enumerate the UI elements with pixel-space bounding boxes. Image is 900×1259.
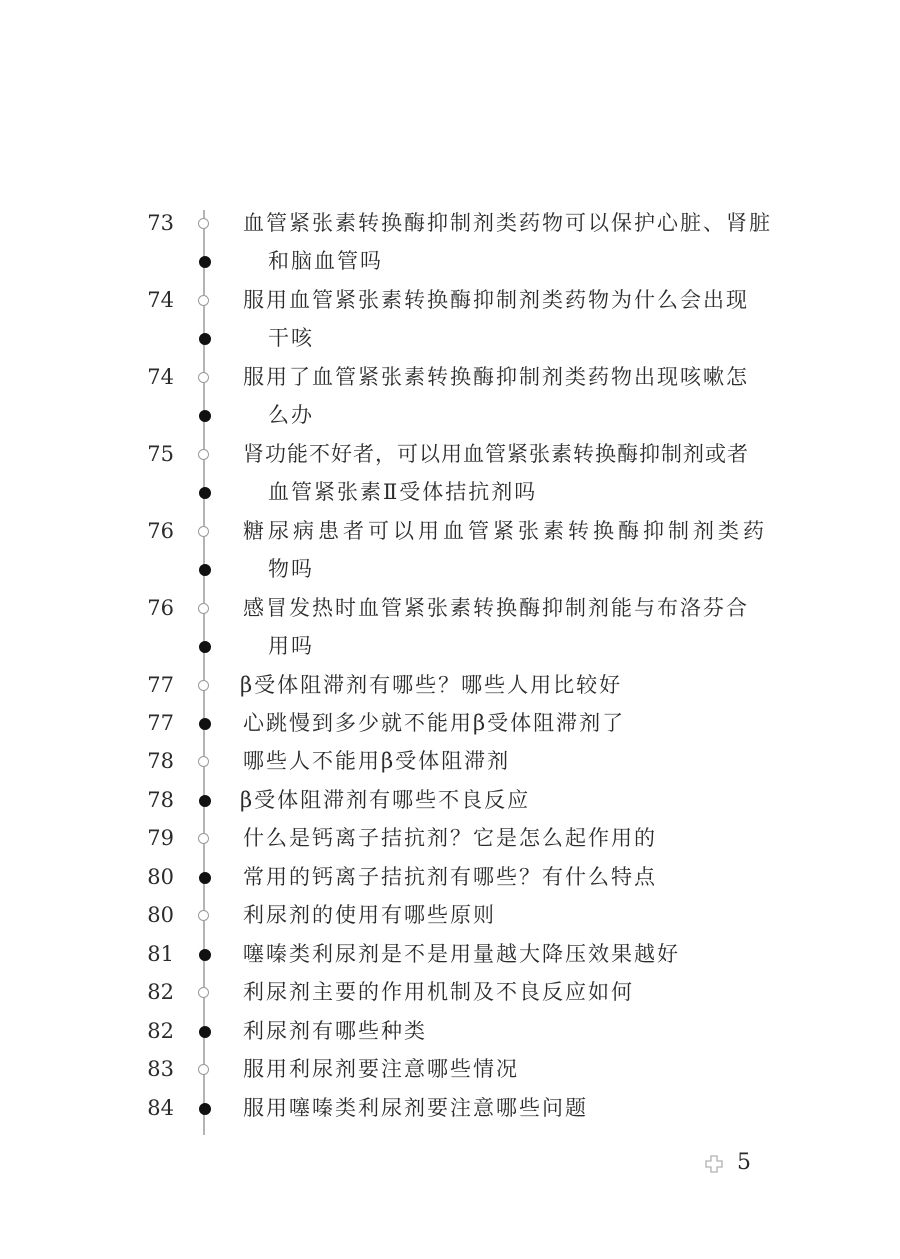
toc-page-number: 81 <box>147 942 174 966</box>
toc-page-number: 78 <box>147 788 174 812</box>
toc-page-number: 82 <box>147 1019 174 1043</box>
timeline-dot-filled <box>199 564 211 576</box>
toc-title-line: 和脑血管吗 <box>268 249 383 273</box>
toc-page-number: 82 <box>147 980 174 1004</box>
timeline-dot-hollow <box>198 756 209 767</box>
toc-page-number: 74 <box>147 365 174 389</box>
toc-title-line: 心跳慢到多少就不能用β受体阻滞剂了 <box>243 711 626 735</box>
toc-title-line: 用吗 <box>268 634 314 658</box>
timeline-dot-filled <box>199 949 211 961</box>
timeline-dot-hollow <box>198 218 209 229</box>
cross-outline-icon <box>705 1155 723 1173</box>
timeline-dot-filled <box>199 1026 211 1038</box>
toc-title-line: 肾功能不好者，可以用血管紧张素转换酶抑制剂或者 <box>243 442 749 466</box>
toc-title-line: 糖尿病患者可以用血管紧张素转换酶抑制剂类药 <box>243 519 768 543</box>
toc-page-number: 76 <box>147 519 174 543</box>
timeline-dot-hollow <box>198 987 209 998</box>
timeline-dot-filled <box>199 795 211 807</box>
toc-page-number: 77 <box>147 673 174 697</box>
timeline-dot-filled <box>199 487 211 499</box>
toc-title-line: 服用噻嗪类利尿剂要注意哪些问题 <box>243 1096 588 1120</box>
timeline-dot-hollow <box>198 910 209 921</box>
toc-title-line: 利尿剂的使用有哪些原则 <box>243 903 496 927</box>
toc-title-line: 么办 <box>268 403 314 427</box>
timeline-dot-filled <box>199 256 211 268</box>
toc-page-number: 80 <box>147 903 174 927</box>
timeline-dot-hollow <box>198 680 209 691</box>
page-number: 5 <box>737 1150 751 1175</box>
timeline-dot-filled <box>199 872 211 884</box>
toc-title-line: 噻嗪类利尿剂是不是用量越大降压效果越好 <box>243 942 680 966</box>
timeline-dot-hollow <box>198 372 209 383</box>
toc-title-line: 感冒发热时血管紧张素转换酶抑制剂能与布洛芬合 <box>243 596 749 620</box>
timeline-dot-filled <box>199 718 211 730</box>
toc-title-line: 服用利尿剂要注意哪些情况 <box>243 1057 519 1081</box>
toc-page-number: 73 <box>147 211 174 235</box>
toc-title-line: 常用的钙离子拮抗剂有哪些？有什么特点 <box>243 865 657 889</box>
timeline-dot-hollow <box>198 1064 209 1075</box>
toc-title-line: 利尿剂有哪些种类 <box>243 1019 427 1043</box>
toc-title-line: 血管紧张素转换酶抑制剂类药物可以保护心脏、肾脏 <box>243 211 772 235</box>
toc-title-line: 利尿剂主要的作用机制及不良反应如何 <box>243 980 634 1004</box>
timeline-dot-filled <box>199 1103 211 1115</box>
toc-page-number: 80 <box>147 865 174 889</box>
toc-page-number: 75 <box>147 442 174 466</box>
toc-title-line: 什么是钙离子拮抗剂？它是怎么起作用的 <box>243 826 657 850</box>
toc-title-line: 血管紧张素Ⅱ受体拮抗剂吗 <box>268 480 538 504</box>
timeline-dot-hollow <box>198 603 209 614</box>
timeline-dot-hollow <box>198 295 209 306</box>
toc-page-number: 78 <box>147 749 174 773</box>
toc-page-number: 83 <box>147 1057 174 1081</box>
timeline-dot-hollow <box>198 526 209 537</box>
toc-title-line: 哪些人不能用β受体阻滞剂 <box>243 749 511 773</box>
toc-title-line: 服用了血管紧张素转换酶抑制剂类药物出现咳嗽怎 <box>243 365 749 389</box>
toc-page-number: 76 <box>147 596 174 620</box>
timeline-dot-hollow <box>198 833 209 844</box>
timeline-dot-filled <box>199 333 211 345</box>
toc-title-line: 物吗 <box>268 557 314 581</box>
toc-title-line: β受体阻滞剂有哪些不良反应 <box>240 788 531 812</box>
toc-title-line: β受体阻滞剂有哪些？哪些人用比较好 <box>240 673 623 697</box>
toc-page-number: 84 <box>147 1096 174 1120</box>
timeline-dot-hollow <box>198 449 209 460</box>
toc-page-number: 79 <box>147 826 174 850</box>
toc-title-line: 干咳 <box>268 326 314 350</box>
timeline-dot-filled <box>199 410 211 422</box>
toc-title-line: 服用血管紧张素转换酶抑制剂类药物为什么会出现 <box>243 288 749 312</box>
toc-page-number: 77 <box>147 711 174 735</box>
toc-page-number: 74 <box>147 288 174 312</box>
timeline-dot-filled <box>199 641 211 653</box>
